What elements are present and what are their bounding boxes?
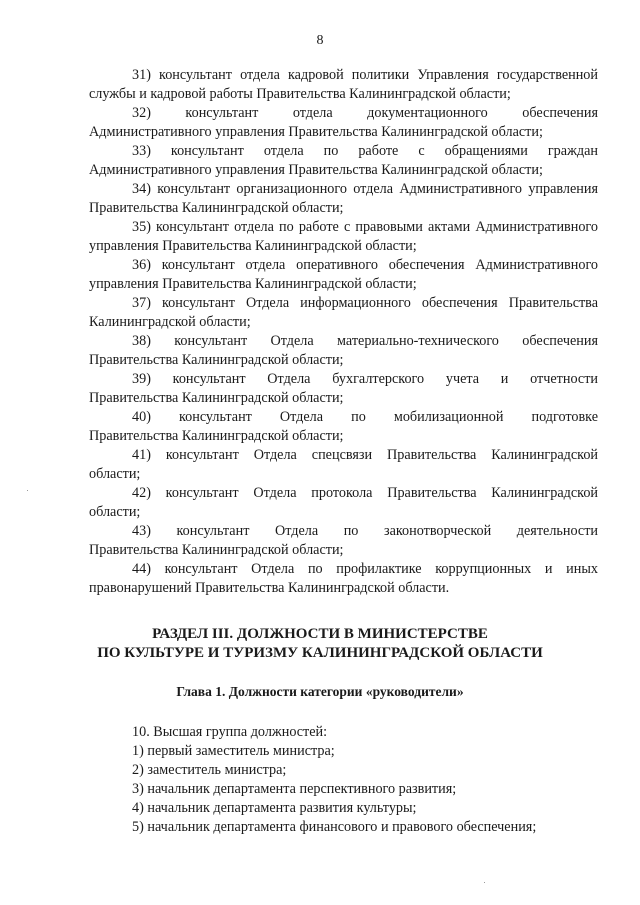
list-item [89,256,598,294]
list-item [89,522,598,560]
list-item-line: 39) консультант Отдела бухгалтерского учета и отчетности [132,371,598,387]
list-item-continuation: Правительства Калининградской области; [89,200,344,216]
list-item-continuation: области; [89,504,141,520]
list-item [89,294,598,332]
list-item-line: 38) консультант Отдела материально-технического обеспечения [132,333,598,349]
list-item: 5) начальник департамента финансового и правового обеспечения; [132,819,537,835]
list-item [89,104,598,142]
list-item [89,180,598,218]
position-list [89,66,598,598]
list-item [89,446,598,484]
position-group-list [132,723,602,837]
list-item-line: 33) консультант отдела по работе с обращениями граждан [132,143,598,159]
list-item-line: 40) консультант Отдела по мобилизационной подготовке [132,409,598,425]
list-item-line: 43) консультант Отдела по законотворческой деятельности [132,523,598,539]
section-heading-line: ПО КУЛЬТУРЕ И ТУРИЗМУ КАЛИНИНГРАДСКОЙ ОБЛАСТИ [97,645,543,661]
list-item [89,408,598,446]
section-heading [0,625,640,663]
scan-speck [27,490,28,491]
list-item-continuation: Правительства Калининградской области; [89,428,344,444]
list-item-continuation: Правительства Калининградской области; [89,542,344,558]
list-item [89,484,598,522]
chapter-heading: Глава 1. Должности категории «руководители» [176,684,464,699]
list-item [89,370,598,408]
list-item-line: 42) консультант Отдела протокола Правительства Калининградской [132,485,598,501]
list-item-line: 32) консультант отдела документационного обеспечения [132,105,598,121]
list-item-line: 36) консультант отдела оперативного обеспечения Административного [132,257,598,273]
list-item [89,332,598,370]
section-heading-line: РАЗДЕЛ III. ДОЛЖНОСТИ В МИНИСТЕРСТВЕ [152,626,488,642]
list-item-continuation: Калининградской области; [89,314,251,330]
list-item-continuation: Правительства Калининградской области; [89,352,344,368]
list-item-continuation: Административного управления Правительства Калининградской области; [89,124,543,140]
list-item-continuation: Правительства Калининградской области; [89,390,344,406]
list-item-line: 41) консультант Отдела спецсвязи Правительства Калининградской [132,447,598,463]
list-item-line: 31) консультант отдела кадровой политики Управления государственной [132,67,598,83]
list-item-continuation: управления Правительства Калининградской области; [89,238,417,254]
list-item: 3) начальник департамента перспективного развития; [132,781,457,797]
list-item-continuation: области; [89,466,141,482]
list-item: 4) начальник департамента развития культуры; [132,800,417,816]
list-item [89,560,598,598]
list-item [89,218,598,256]
list-item-line: 44) консультант Отдела по профилактике коррупционных и иных [132,561,598,577]
list-item: 2) заместитель министра; [132,762,287,778]
list-item-continuation: службы и кадровой работы Правительства Калининградской области; [89,86,511,102]
list-item-line: 34) консультант организационного отдела Административного управления [132,181,598,197]
list-item-line: 37) консультант Отдела информационного обеспечения Правительства [132,295,598,311]
list-item-continuation: Административного управления Правительства Калининградской области; [89,162,543,178]
list-item [89,66,598,104]
page-number: 8 [316,33,324,48]
scan-speck [484,882,485,883]
list-item-continuation: правонарушений Правительства Калининградской области. [89,580,450,596]
list-item-continuation: управления Правительства Калининградской области; [89,276,417,292]
list-item [89,142,598,180]
list-item: 10. Высшая группа должностей: [132,724,328,740]
list-item-line: 35) консультант отдела по работе с правовыми актами Административного [132,219,598,235]
list-item: 1) первый заместитель министра; [132,743,335,759]
